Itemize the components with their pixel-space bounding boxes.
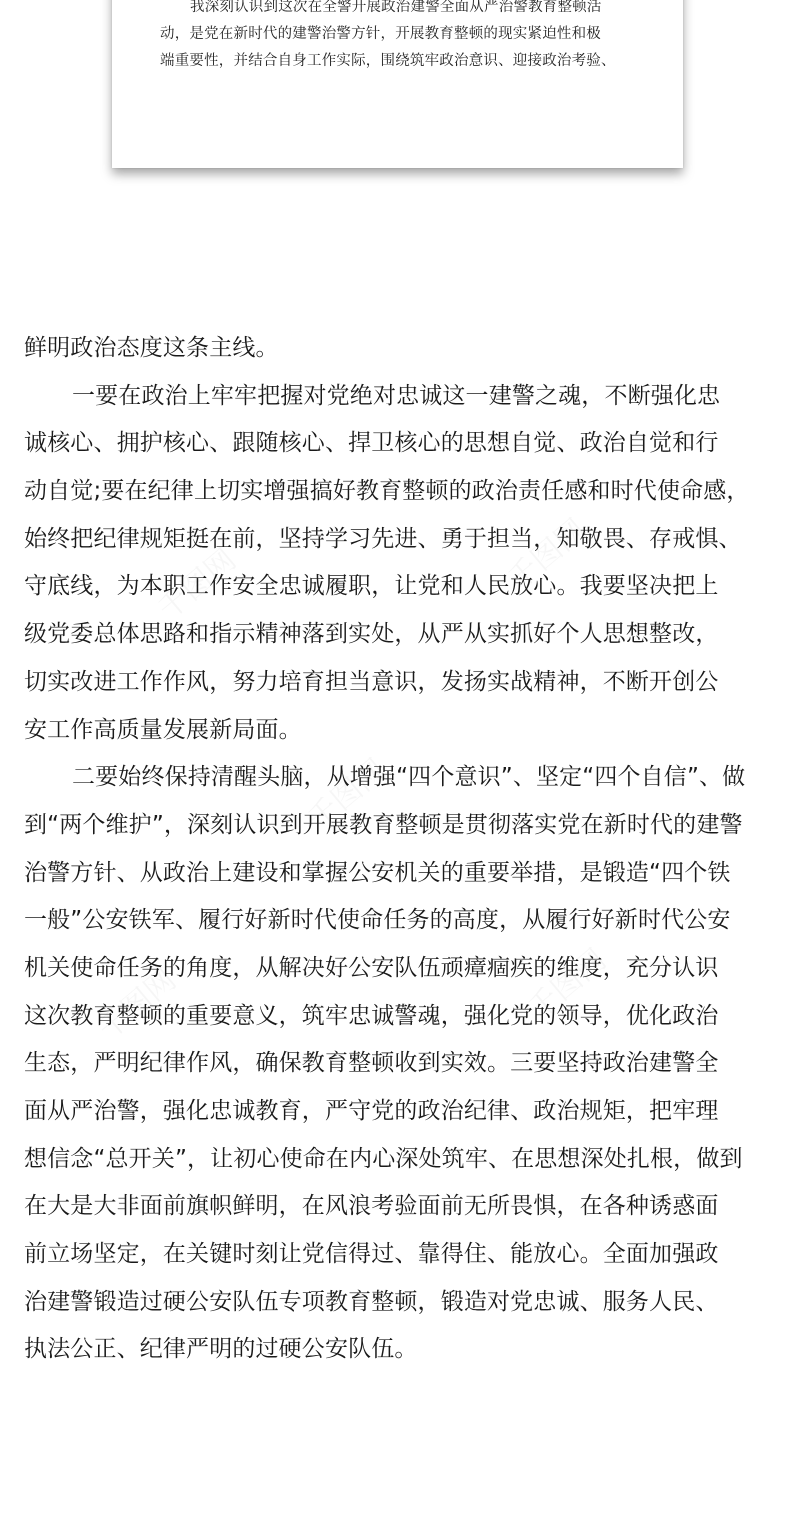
- article-line: 在大是大非面前旗帜鲜明，在风浪考验面前无所畏惧，在各种诱惑面: [24, 1193, 719, 1220]
- document-preview-card: [112, 0, 683, 168]
- article-line: 治建警锻造过硬公安队伍专项教育整顿，锻造对党忠诚、服务人民、: [24, 1288, 719, 1315]
- preview-line: 动，是党在新时代的建警治警方针，开展教育整顿的现实紧迫性和极: [160, 26, 601, 42]
- article-body: [24, 325, 784, 1374]
- article-line: 这次教育整顿的重要意义，筑牢忠诚警魂，强化党的领导，优化政治: [24, 1002, 719, 1029]
- article-line: 面从严治警，强化忠诚教育，严守党的政治纪律、政治规矩，把牢理: [24, 1098, 719, 1124]
- article-line: 到“两个维护”，深刻认识到开展教育整顿是贯彻落实党在新时代的建警: [24, 811, 743, 838]
- article-line: 一般”公安铁军、履行好新时代使命任务的高度，从履行好新时代公安: [24, 907, 731, 934]
- article-line: 治警方针、从政治上建设和掌握公安机关的重要举措，是锻造“四个铁: [24, 859, 731, 886]
- article-line: 级党委总体思路和指示精神落到实处，从严从实抓好个人思想整改，: [24, 621, 719, 648]
- article-line: 鲜明政治态度这条主线。: [24, 335, 279, 361]
- preview-line: 端重要性，并结合自身工作实际，围绕筑牢政治意识、迎接政治考验、: [160, 53, 616, 69]
- preview-text: [160, 0, 650, 75]
- article-line: 始终把纪律规矩挺在前，坚持学习先进、勇于担当，知敬畏、存戒惧、: [24, 525, 742, 552]
- article-line: 想信念“总开关”，让初心使命在内心深处筑牢、在思想深处扎根，做到: [24, 1145, 743, 1172]
- article-line: 二要始终保持清醒头脑，从增强“四个意识”、坚定“四个自信”、做: [72, 764, 746, 791]
- article-line: 生态，严明纪律作风，确保教育整顿收到实效。三要坚持政治建警全: [24, 1050, 719, 1077]
- article-line: 机关使命任务的角度，从解决好公安队伍顽瘴痼疾的维度，充分认识: [24, 954, 719, 981]
- article-line: 诚核心、拥护核心、跟随核心、捍卫核心的思想自觉、政治自觉和行: [24, 430, 719, 457]
- article-line: 安工作高质量发展新局面。: [24, 716, 302, 743]
- article-line: 切实改进工作作风，努力培育担当意识，发扬实战精神，不断开创公: [24, 668, 719, 695]
- preview-line: 我深刻认识到这次在全警开展政治建警全面从严治警教育整顿活: [190, 0, 602, 15]
- article-line: 守底线，为本职工作安全忠诚履职，让党和人民放心。我要坚决把上: [24, 573, 719, 600]
- article-line: 前立场坚定，在关键时刻让党信得过、靠得住、能放心。全面加强政: [24, 1241, 719, 1268]
- article-line: 一要在政治上牢牢把握对党绝对忠诚这一建警之魂，不断强化忠: [72, 382, 721, 409]
- article-line: 执法公正、纪律严明的过硬公安队伍。: [24, 1336, 418, 1363]
- article-line: 动自觉;要在纪律上切实增强搞好教育整顿的政治责任感和时代使命感，: [24, 478, 750, 505]
